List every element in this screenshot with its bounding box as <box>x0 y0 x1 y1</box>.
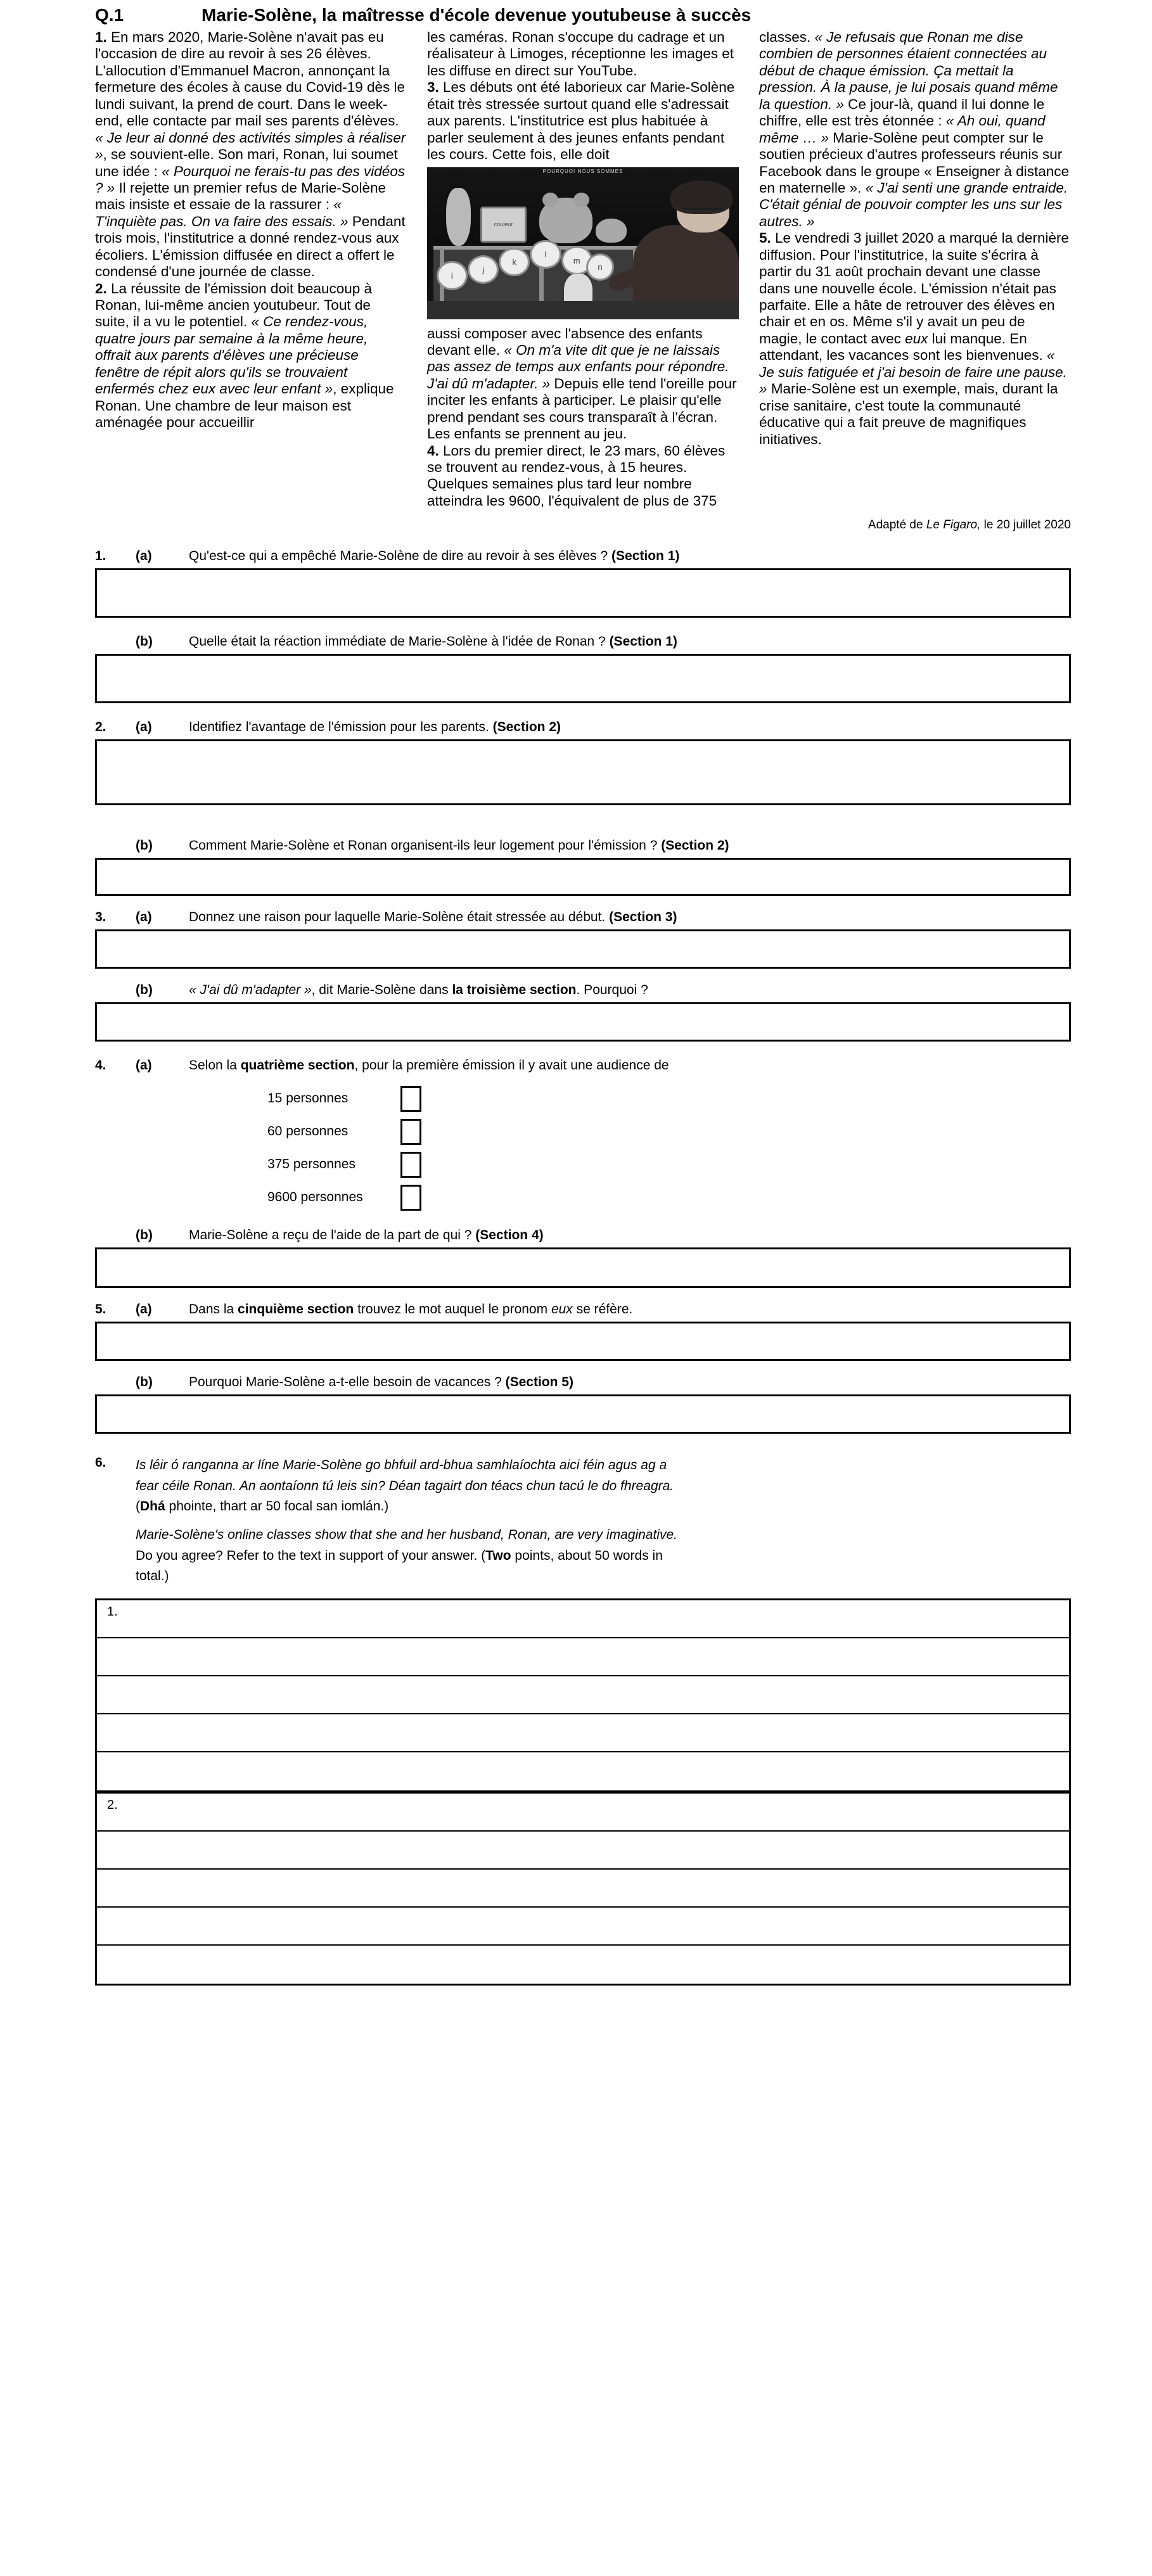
section-5-tail: Marie-Solène est un exemple, mais, durant la crise sanitaire, c'est toute la communauté éducative qui a fait preuve de magnifiques initiatives. <box>759 381 1058 447</box>
photo-game-box <box>480 207 527 243</box>
answer-line-1-5[interactable] <box>97 1752 1069 1790</box>
checkbox-15-personnes[interactable] <box>400 1086 421 1112</box>
question-3a-text <box>189 910 1071 925</box>
answer-line-2-5[interactable] <box>97 1946 1069 1984</box>
question-3a-label: (a) <box>136 910 152 925</box>
question-6-irish-line-2: fear céile Ronan. An aontaíonn tú leis sin? Déan tagairt don téacs chun tacú le do fhreagra. <box>136 1478 674 1493</box>
letter-disc-i-label: i <box>451 271 453 281</box>
letter-disc-j <box>468 255 499 284</box>
section-marker-3: 3. <box>427 79 439 96</box>
question-5a-pronoun: eux <box>551 1302 573 1317</box>
question-3b-text <box>189 983 1071 998</box>
photo-teacher-glasses <box>682 208 723 214</box>
article-paragraph-4 <box>427 79 739 163</box>
section-1-quote-3: « T'inquiète pas. On va faire des essais. » <box>95 196 349 229</box>
section-marker-5: 5. <box>759 230 771 246</box>
question-3b-tail: . Pourquoi ? <box>576 983 648 998</box>
question-4a-label: (a) <box>136 1058 152 1073</box>
question-1a-label: (a) <box>136 549 152 564</box>
question-6-english-line-2-pre: Do you agree? Refer to the text in support of your answer. ( <box>136 1548 486 1563</box>
article-paragraph-1 <box>95 29 407 281</box>
article-title: Marie-Solène, la maîtresse d'école devenue youtubeuse à succès <box>202 5 752 25</box>
question-2b-prompt: Comment Marie-Solène et Ronan organisent-ils leur logement pour l'émission ? <box>189 838 662 853</box>
option-row-375[interactable] <box>267 1148 1071 1181</box>
section-4-quote-2: « Ah oui, quand même … » <box>759 113 1046 146</box>
article-paragraph-3 <box>427 29 739 79</box>
question-4-number: 4. <box>95 1058 106 1073</box>
question-2b-label: (b) <box>136 838 153 853</box>
section-1-after-3: Pendant trois mois, l'institutrice a donné rendez-vous aux écoliers. L'émission diffusée en direct a offert le condensé d'une journée de classe. <box>95 213 406 280</box>
question-3b-quote: « J'ai dû m'adapter » <box>189 983 312 998</box>
question-2b-section-ref: (Section 2) <box>661 838 729 853</box>
question-6-body <box>136 1455 1071 1594</box>
question-3b-mid: , dit Marie-Solène dans <box>311 983 452 998</box>
answer-line-2-2[interactable] <box>97 1832 1069 1870</box>
letter-disc-i <box>437 261 468 290</box>
question-1a-section-ref: (Section 1) <box>611 549 680 564</box>
option-row-60[interactable] <box>267 1115 1071 1148</box>
question-4b-text <box>189 1228 1071 1243</box>
section-3-text: Les débuts ont été laborieux car Marie-Solène était très stressée surtout quand elle s'adressait aux parents. L'institutrice est plus habituée à parler seulement à des jeunes enfants pendant les cours. Cette fois, elle doit <box>427 79 735 163</box>
question-6-english-line-1: Marie-Solène's online classes show that she and her husband, Ronan, are very imaginative. <box>136 1527 677 1542</box>
option-label-9600: 9600 personnes <box>267 1190 363 1205</box>
question-3-number: 3. <box>95 910 106 925</box>
question-5-number: 5. <box>95 1302 106 1317</box>
question-6-number: 6. <box>95 1455 106 1470</box>
question-6-english <box>136 1525 1071 1587</box>
question-5b <box>95 1375 1071 1390</box>
question-4b-label: (b) <box>136 1228 153 1243</box>
question-5a-text <box>189 1302 1071 1317</box>
question-2a-label: (a) <box>136 720 152 735</box>
option-row-9600[interactable] <box>267 1181 1071 1214</box>
question-1b-label: (b) <box>136 634 153 649</box>
question-6-irish-line-3: phointe, thart ar 50 focal san iomlán.) <box>165 1499 389 1514</box>
question-6-answer-grid <box>95 1598 1071 1986</box>
article-column-2 <box>427 29 739 509</box>
question-1b-prompt: Quelle était la réaction immédiate de Marie-Solène à l'idée de Ronan ? <box>189 634 610 649</box>
checkbox-375-personnes[interactable] <box>400 1152 421 1178</box>
option-label-15: 15 personnes <box>267 1091 349 1106</box>
section-1-quote-1: « Je leur ai donné des activités simples à réaliser » <box>95 129 406 163</box>
answer-box-1a[interactable] <box>95 568 1071 618</box>
answer-box-5a[interactable] <box>95 1322 1071 1361</box>
letter-disc-m-label: m <box>573 255 580 265</box>
answer-line-2-3[interactable] <box>97 1870 1069 1908</box>
question-1a-prompt: Qu'est-ce qui a empêché Marie-Solène de dire au revoir à ses élèves ? <box>189 549 612 564</box>
question-5a-section-ref: cinquième section <box>238 1302 354 1317</box>
question-5b-section-ref: (Section 5) <box>505 1375 573 1390</box>
photo-doll-toy <box>446 188 471 246</box>
photo-fox-ear-left <box>542 193 558 207</box>
credit-source: Le Figaro, <box>926 518 981 532</box>
letter-disc-j-label: j <box>482 264 484 274</box>
column-3-lead: classes. <box>759 29 815 45</box>
answer-box-4b[interactable] <box>95 1247 1071 1288</box>
question-4a-text <box>189 1058 1071 1073</box>
article-photo-wrapper <box>427 167 739 319</box>
question-5a-tail: se réfère. <box>572 1302 633 1317</box>
article-column-3 <box>759 29 1071 448</box>
question-2a <box>95 720 1071 735</box>
question-1a <box>95 549 1071 564</box>
question-3a-section-ref: (Section 3) <box>609 910 677 925</box>
article-column-1 <box>95 29 407 431</box>
credit-date: le 20 juillet 2020 <box>980 518 1071 532</box>
question-4a-tail: , pour la première émission il y avait une audience de <box>354 1058 669 1073</box>
question-4a-section-ref: quatrième section <box>240 1058 355 1073</box>
question-6-part-2 <box>97 1794 1069 1984</box>
question-2a-prompt: Identifiez l'avantage de l'émission pour les parents. <box>189 720 493 735</box>
question-5a-pre: Dans la <box>189 1302 238 1317</box>
question-4b-prompt: Marie-Solène a reçu de l'aide de la part de qui ? <box>189 1228 476 1243</box>
question-2b-text <box>189 838 1071 853</box>
question-1a-text <box>189 549 1071 564</box>
answer-box-3b[interactable] <box>95 1002 1071 1042</box>
question-6 <box>95 1455 1071 1594</box>
letter-disc-k-label: k <box>512 257 516 267</box>
option-label-60: 60 personnes <box>267 1124 349 1139</box>
question-5a-mid: trouvez le mot auquel le pronom <box>354 1302 551 1317</box>
question-3b-section-ref: la troisième section <box>452 983 577 998</box>
answer-part-2-label: 2. <box>107 1797 118 1812</box>
section-4-after-1: Ce jour-là, quand il lui donne le chiffre, elle est très étonnée : <box>759 96 1045 129</box>
section-marker-1: 1. <box>95 29 107 45</box>
answer-box-3a[interactable] <box>95 929 1071 969</box>
section-3-after-quote: Depuis elle tend l'oreille pour inciter les enfants à participer. Le plaisir qu'elle prend pendant ses cours transparaît à l'écran. Les enfants se prennent au jeu. <box>427 375 737 442</box>
question-2-number: 2. <box>95 720 106 735</box>
column-2-lead: les caméras. Ronan s'occupe du cadrage et un réalisateur à Limoges, réceptionne les images et les diffuse en direct sur YouTube. <box>427 29 734 79</box>
article-paragraph-7 <box>759 29 1071 230</box>
question-3b-label: (b) <box>136 983 153 998</box>
question-5b-prompt: Pourquoi Marie-Solène a-t-elle besoin de vacances ? <box>189 1375 506 1390</box>
letter-disc-n-label: n <box>598 262 603 272</box>
question-3b <box>95 983 1071 998</box>
marie-solene-photo <box>427 167 739 319</box>
option-label-375: 375 personnes <box>267 1157 355 1172</box>
section-5-after: lui manque. En attendant, les vacances sont les bienvenues. <box>759 330 1047 364</box>
question-4a-pre: Selon la <box>189 1058 241 1073</box>
question-4b <box>95 1228 1071 1243</box>
article-paragraph-5 <box>427 326 739 443</box>
article-paragraph-8 <box>759 230 1071 448</box>
page-title <box>0 0 1152 29</box>
answer-line-2-1[interactable] <box>97 1794 1069 1832</box>
answer-line-1-3[interactable] <box>97 1676 1069 1714</box>
photo-fox-ear-right <box>573 193 589 207</box>
section-5-italic-eux: eux <box>905 330 928 347</box>
section-4-quote-3: « J'ai senti une grande entraide. C'était génial de pouvoir compter les uns sur les autres. » <box>759 179 1068 229</box>
checkbox-9600-personnes[interactable] <box>400 1185 421 1211</box>
section-4-text: Lors du premier direct, le 23 mars, 60 élèves se trouvent au rendez-vous, à 15 heures. Quelques semaines plus tard leur nombre atteindra les 9600, l'équivalent de plus de 375 <box>427 442 726 509</box>
checkbox-60-personnes[interactable] <box>400 1119 421 1145</box>
section-5-quote: « Je suis fatiguée et j'ai besoin de faire une pause. » <box>759 347 1067 397</box>
question-6-irish-open-paren: ( <box>136 1499 140 1514</box>
section-3-quote: « On m'a vite dit que je ne laissais pas assez de temps aux enfants pour répondre. J'ai dû m'adapter. » <box>427 341 729 392</box>
article-paragraph-2 <box>95 281 407 431</box>
section-4-after-2: Marie-Solène peut compter sur le soutien précieux d'autres professeurs réunis sur Facebook dans le groupe « Enseigner à distance en maternelle ». <box>759 129 1070 196</box>
question-5a <box>95 1302 1071 1317</box>
question-6-part-1 <box>97 1600 1069 1794</box>
question-6-irish-bold: Dhá <box>140 1499 165 1514</box>
answer-part-1-label: 1. <box>107 1604 118 1619</box>
answer-line-2-4[interactable] <box>97 1908 1069 1946</box>
answer-line-1-2[interactable] <box>97 1638 1069 1676</box>
article-credit <box>0 509 1152 532</box>
answer-line-1-4[interactable] <box>97 1714 1069 1752</box>
letter-disc-l <box>530 240 561 269</box>
answer-line-1-1[interactable] <box>97 1600 1069 1638</box>
question-3a-prompt: Donnez une raison pour laquelle Marie-Solène était stressée au début. <box>189 910 610 925</box>
section-1-after-2: Il rejette un premier refus de Marie-Solène mais insiste et essaie de la rassurer : <box>95 179 386 213</box>
article-body <box>0 29 1152 509</box>
section-1-quote-2: « Pourquoi ne ferais-tu pas des vidéos ? » <box>95 163 406 196</box>
photo-banner-text: POURQUOI NOUS SOMMES <box>542 168 624 174</box>
photo-fox-plush <box>539 198 592 243</box>
section-1-after-1: , se souvient-elle. Son mari, Ronan, lui soumet une idée : <box>95 146 398 179</box>
answer-box-5b[interactable] <box>95 1394 1071 1434</box>
question-4a <box>95 1058 1071 1073</box>
question-2a-text <box>189 720 1071 735</box>
question-1b-section-ref: (Section 1) <box>609 634 677 649</box>
section-2-quote-1: « Ce rendez-vous, quatre jours par semaine à la même heure, offrait aux parents d'élèves une précieuse fenêtre de répit alors qu'ils se trouvaient enfermés chez eux avec leur enfant » <box>95 314 368 397</box>
section-2-after-1: , explique Ronan. Une chambre de leur maison est aménagée pour accueillir <box>95 381 394 431</box>
question-6-english-line-3: total.) <box>136 1569 169 1584</box>
article-paragraph-6 <box>427 443 739 510</box>
answer-box-2a[interactable] <box>95 739 1071 805</box>
section-marker-4: 4. <box>427 442 439 459</box>
photo-small-plush <box>596 219 627 243</box>
answer-box-1b[interactable] <box>95 654 1071 703</box>
section-1-text: En mars 2020, Marie-Solène n'avait pas eu l'occasion de dire au revoir à ses 26 élèves. L'allocution d'Emmanuel Macron, annonçant la fermeture des écoles à cause du Covid-19 dès le lundi suivant, la prend de court. Dans le week-end, elle contacte par mail ses parents d'élèves. <box>95 29 406 129</box>
question-6-irish <box>136 1455 1071 1517</box>
section-5-text: Le vendredi 3 juillet 2020 a marqué la dernière diffusion. Pour l'institutrice, la suite s'écrira à partir du 31 août prochain devant une classe dans une nouvelle école. L'émission n'était pas parfaite. Elle a hâte de retrouver des élèves en chair et en os. Même s'il y avait un peu de magie, le contact avec <box>759 230 1070 347</box>
question-5b-label: (b) <box>136 1375 153 1390</box>
question-5a-label: (a) <box>136 1302 152 1317</box>
question-2a-section-ref: (Section 2) <box>492 720 561 735</box>
option-row-15[interactable] <box>267 1082 1071 1115</box>
credit-prefix: Adapté de <box>867 518 926 532</box>
section-4-quote-1: « Je refusais que Ronan me dise combien de personnes étaient connectées au début de chaque émission. Ça mettait la pression. À la pause, je lui posais quand même la question. » <box>759 29 1058 112</box>
question-6-irish-line-1: Is léir ó ranganna ar líne Marie-Solène go bhfuil ard-bhua samhlaíochta aici féin agus ag a <box>136 1458 667 1473</box>
letter-disc-l-label: l <box>544 249 547 259</box>
section-3-after-photo: aussi composer avec l'absence des enfants devant elle. <box>427 325 703 358</box>
question-6-english-line-2-post: points, about 50 words in <box>511 1548 663 1563</box>
section-marker-2: 2. <box>95 280 107 296</box>
question-1b-text <box>189 634 1071 649</box>
question-3a <box>95 910 1071 925</box>
question-number: Q.1 <box>95 5 124 25</box>
question-6-english-bold: Two <box>485 1548 511 1563</box>
question-4a-options <box>95 1082 1071 1214</box>
question-1-number: 1. <box>95 549 106 564</box>
question-5b-text <box>189 1375 1071 1390</box>
photo-game-box-label: couleur <box>494 221 513 228</box>
question-4b-section-ref: (Section 4) <box>475 1228 544 1243</box>
answer-box-2b[interactable] <box>95 858 1071 896</box>
photo-floor <box>427 301 739 319</box>
question-1b <box>95 634 1071 649</box>
question-2b <box>95 838 1071 853</box>
section-2-text: La réussite de l'émission doit beaucoup à Ronan, lui-même ancien youtubeur. Tout de suite, il a vu le potentiel. <box>95 280 373 330</box>
questions-section <box>0 549 1152 1985</box>
